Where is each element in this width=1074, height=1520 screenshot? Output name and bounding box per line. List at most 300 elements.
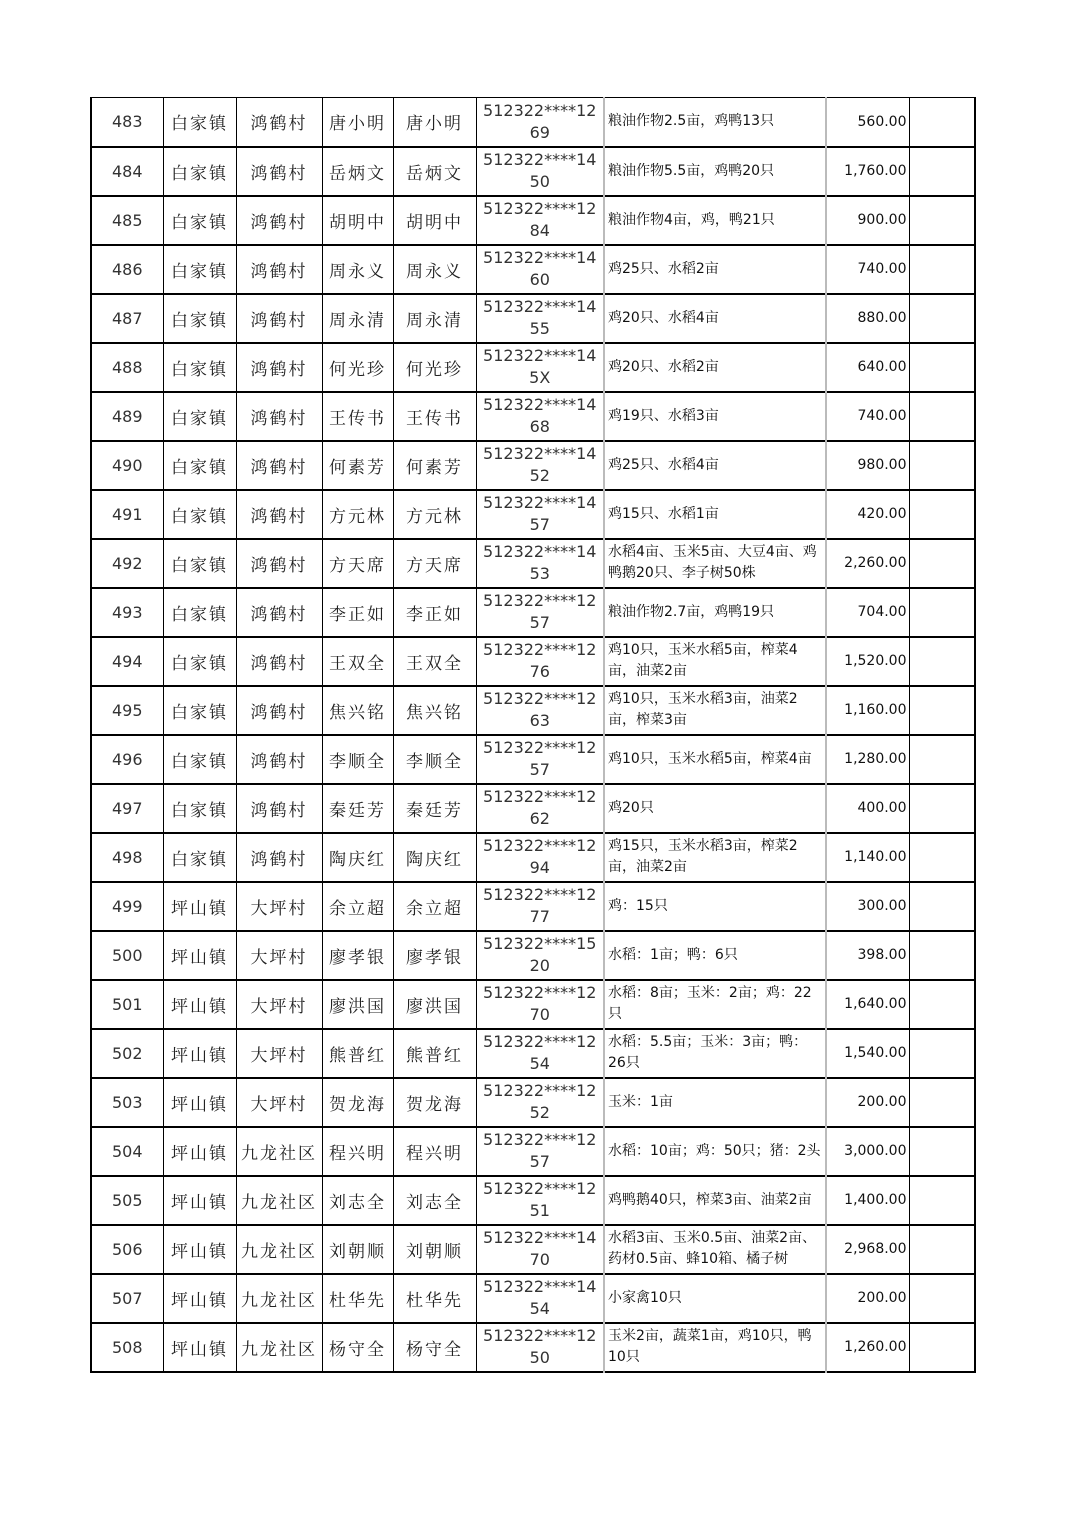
town-cell: 坪山镇: [163, 1029, 236, 1078]
description-cell: [604, 245, 826, 294]
description-cell: [604, 392, 826, 441]
description-cell: [604, 1078, 826, 1127]
village-cell: 鸿鹤村: [236, 588, 322, 637]
note-cell: [909, 1078, 975, 1127]
table-row: [91, 196, 975, 245]
description-text: 粮油作物2.5亩，鸡鸭13只: [608, 113, 775, 130]
note-cell: [909, 98, 975, 147]
table-row: [91, 441, 975, 490]
amount-cell: 1,640.00: [826, 980, 909, 1029]
town-cell: 坪山镇: [163, 1323, 236, 1372]
id-number-bottom: 20: [529, 956, 550, 975]
holder-cell: 杜华先: [393, 1274, 476, 1323]
row-number: 501: [91, 980, 163, 1029]
id-number-cell: [476, 1078, 604, 1127]
row-number: 486: [91, 245, 163, 294]
holder-cell: 何光珍: [393, 343, 476, 392]
holder-cell: 何素芳: [393, 441, 476, 490]
description-cell: [604, 588, 826, 637]
description-text: 鸡10只，玉米水稻3亩，油菜2亩，榨菜3亩: [608, 691, 798, 728]
town-cell: 白家镇: [163, 490, 236, 539]
note-cell: [909, 980, 975, 1029]
description-cell: [604, 539, 826, 588]
holder-cell: 方元林: [393, 490, 476, 539]
table-row: [91, 1029, 975, 1078]
town-cell: 白家镇: [163, 343, 236, 392]
row-number: 484: [91, 147, 163, 196]
town-cell: 白家镇: [163, 735, 236, 784]
id-number-top: 512322****12: [483, 1081, 597, 1100]
id-number-top: 512322****14: [483, 150, 597, 169]
row-number: 483: [91, 98, 163, 147]
row-number: 500: [91, 931, 163, 980]
description-cell: [604, 1127, 826, 1176]
id-number-top: 512322****14: [483, 248, 597, 267]
holder-cell: 周永清: [393, 294, 476, 343]
village-cell: 鸿鹤村: [236, 441, 322, 490]
row-number: 508: [91, 1323, 163, 1372]
description-text: 水稻4亩、玉米5亩、大豆4亩、鸡鸭鹅20只、李子树50株: [608, 544, 817, 581]
row-number: 485: [91, 196, 163, 245]
description-text: 鸡：15只: [608, 897, 668, 914]
description-cell: [604, 931, 826, 980]
description-cell: [604, 1323, 826, 1372]
note-cell: [909, 245, 975, 294]
holder-cell: 焦兴铭: [393, 686, 476, 735]
id-number-bottom: 55: [529, 319, 550, 338]
town-cell: 坪山镇: [163, 1127, 236, 1176]
id-number-top: 512322****12: [483, 640, 597, 659]
holder-cell: 李正如: [393, 588, 476, 637]
village-cell: 鸿鹤村: [236, 196, 322, 245]
description-cell: [604, 686, 826, 735]
town-cell: 坪山镇: [163, 1274, 236, 1323]
description-cell: [604, 1029, 826, 1078]
id-number-cell: [476, 588, 604, 637]
id-number-cell: [476, 98, 604, 147]
id-number-bottom: 94: [529, 858, 550, 877]
town-cell: 白家镇: [163, 294, 236, 343]
table-row: [91, 882, 975, 931]
name-cell: 周永清: [322, 294, 393, 343]
name-cell: 何素芳: [322, 441, 393, 490]
table-row: [91, 931, 975, 980]
description-text: 玉米：1亩: [608, 1093, 673, 1110]
id-number-top: 512322****12: [483, 738, 597, 757]
description-cell: [604, 490, 826, 539]
id-number-cell: [476, 343, 604, 392]
village-cell: 鸿鹤村: [236, 686, 322, 735]
note-cell: [909, 1323, 975, 1372]
amount-cell: 560.00: [826, 98, 909, 147]
description-cell: [604, 1274, 826, 1323]
id-number-top: 512322****12: [483, 1179, 597, 1198]
amount-cell: 704.00: [826, 588, 909, 637]
name-cell: 廖孝银: [322, 931, 393, 980]
note-cell: [909, 686, 975, 735]
name-cell: 秦廷芳: [322, 784, 393, 833]
row-number: 506: [91, 1225, 163, 1274]
town-cell: 白家镇: [163, 539, 236, 588]
id-number-top: 512322****12: [483, 1326, 597, 1345]
note-cell: [909, 490, 975, 539]
holder-cell: 程兴明: [393, 1127, 476, 1176]
id-number-cell: [476, 1323, 604, 1372]
id-number-cell: [476, 980, 604, 1029]
id-number-bottom: 52: [529, 1103, 550, 1122]
description-text: 粮油作物5.5亩，鸡鸭20只: [608, 162, 775, 179]
id-number-bottom: 50: [529, 1348, 550, 1367]
id-number-top: 512322****14: [483, 1228, 597, 1247]
village-cell: 鸿鹤村: [236, 343, 322, 392]
name-cell: 王双全: [322, 637, 393, 686]
name-cell: 刘志全: [322, 1176, 393, 1225]
note-cell: [909, 343, 975, 392]
row-number: 504: [91, 1127, 163, 1176]
amount-cell: 420.00: [826, 490, 909, 539]
row-number: 487: [91, 294, 163, 343]
holder-cell: 唐小明: [393, 98, 476, 147]
amount-cell: 1,280.00: [826, 735, 909, 784]
table-row: [91, 1274, 975, 1323]
id-number-bottom: 68: [529, 417, 550, 436]
id-number-top: 512322****14: [483, 395, 597, 414]
description-cell: [604, 294, 826, 343]
amount-cell: 740.00: [826, 245, 909, 294]
holder-cell: 岳炳文: [393, 147, 476, 196]
id-number-cell: [476, 196, 604, 245]
id-number-top: 512322****12: [483, 836, 597, 855]
village-cell: 九龙社区: [236, 1225, 322, 1274]
amount-cell: 300.00: [826, 882, 909, 931]
name-cell: 杨守全: [322, 1323, 393, 1372]
id-number-cell: [476, 1225, 604, 1274]
amount-cell: 1,540.00: [826, 1029, 909, 1078]
name-cell: 贺龙海: [322, 1078, 393, 1127]
table-row: [91, 833, 975, 882]
amount-cell: 200.00: [826, 1274, 909, 1323]
id-number-cell: [476, 882, 604, 931]
id-number-top: 512322****12: [483, 100, 597, 120]
town-cell: 坪山镇: [163, 980, 236, 1029]
id-number-top: 512322****12: [483, 787, 597, 806]
row-number: 494: [91, 637, 163, 686]
row-number: 495: [91, 686, 163, 735]
description-text: 鸡10只，玉米水稻5亩，榨菜4亩，油菜2亩: [608, 642, 798, 679]
description-cell: [604, 1225, 826, 1274]
village-cell: 鸿鹤村: [236, 784, 322, 833]
id-number-top: 512322****14: [483, 542, 597, 561]
note-cell: [909, 1225, 975, 1274]
name-cell: 周永义: [322, 245, 393, 294]
amount-cell: 880.00: [826, 294, 909, 343]
village-cell: 鸿鹤村: [236, 539, 322, 588]
id-number-bottom: 70: [529, 1005, 550, 1024]
description-cell: [604, 833, 826, 882]
note-cell: [909, 784, 975, 833]
name-cell: 廖洪国: [322, 980, 393, 1029]
description-text: 鸡20只、水稻2亩: [608, 358, 719, 375]
table-row: [91, 1078, 975, 1127]
holder-cell: 陶庆红: [393, 833, 476, 882]
table-row: [91, 980, 975, 1029]
name-cell: 焦兴铭: [322, 686, 393, 735]
table-row: [91, 245, 975, 294]
name-cell: 熊普红: [322, 1029, 393, 1078]
amount-cell: 980.00: [826, 441, 909, 490]
id-number-cell: [476, 784, 604, 833]
id-number-bottom: 84: [529, 221, 550, 240]
town-cell: 白家镇: [163, 392, 236, 441]
description-text: 鸡15只、水稻1亩: [608, 505, 719, 522]
description-cell: [604, 637, 826, 686]
town-cell: 白家镇: [163, 245, 236, 294]
table-row: [91, 98, 975, 147]
id-number-cell: [476, 1029, 604, 1078]
row-number: 493: [91, 588, 163, 637]
holder-cell: 方天席: [393, 539, 476, 588]
holder-cell: 贺龙海: [393, 1078, 476, 1127]
id-number-bottom: 51: [529, 1201, 550, 1220]
village-cell: 鸿鹤村: [236, 147, 322, 196]
holder-cell: 刘志全: [393, 1176, 476, 1225]
id-number-cell: [476, 1176, 604, 1225]
row-number: 507: [91, 1274, 163, 1323]
holder-cell: 廖洪国: [393, 980, 476, 1029]
town-cell: 坪山镇: [163, 931, 236, 980]
amount-cell: 398.00: [826, 931, 909, 980]
holder-cell: 王双全: [393, 637, 476, 686]
amount-cell: 400.00: [826, 784, 909, 833]
id-number-bottom: 50: [529, 172, 550, 191]
table-row: [91, 1176, 975, 1225]
id-number-cell: [476, 931, 604, 980]
note-cell: [909, 1274, 975, 1323]
id-number-cell: [476, 392, 604, 441]
id-number-top: 512322****12: [483, 1032, 597, 1051]
row-number: 503: [91, 1078, 163, 1127]
amount-cell: 1,760.00: [826, 147, 909, 196]
table-row: [91, 784, 975, 833]
amount-cell: 900.00: [826, 196, 909, 245]
amount-cell: 2,260.00: [826, 539, 909, 588]
description-cell: [604, 98, 826, 147]
row-number: 490: [91, 441, 163, 490]
table-row: [91, 1225, 975, 1274]
town-cell: 坪山镇: [163, 1078, 236, 1127]
note-cell: [909, 196, 975, 245]
id-number-top: 512322****15: [483, 934, 597, 953]
id-number-bottom: 5X: [529, 368, 551, 387]
holder-cell: 廖孝银: [393, 931, 476, 980]
village-cell: 大坪村: [236, 931, 322, 980]
town-cell: 坪山镇: [163, 1225, 236, 1274]
id-number-cell: [476, 539, 604, 588]
amount-cell: 2,968.00: [826, 1225, 909, 1274]
table-row: [91, 147, 975, 196]
row-number: 505: [91, 1176, 163, 1225]
amount-cell: 3,000.00: [826, 1127, 909, 1176]
town-cell: 白家镇: [163, 833, 236, 882]
id-number-bottom: 62: [529, 809, 550, 828]
id-number-cell: [476, 833, 604, 882]
description-text: 鸡10只，玉米水稻5亩，榨菜4亩: [608, 750, 812, 767]
holder-cell: 李顺全: [393, 735, 476, 784]
name-cell: 胡明中: [322, 196, 393, 245]
row-number: 492: [91, 539, 163, 588]
description-text: 水稻：8亩；玉米：2亩；鸡：22只: [608, 985, 812, 1022]
village-cell: 鸿鹤村: [236, 392, 322, 441]
id-number-bottom: 57: [529, 515, 550, 534]
id-number-cell: [476, 1274, 604, 1323]
table-row: [91, 1323, 975, 1372]
id-number-bottom: 57: [529, 613, 550, 632]
note-cell: [909, 392, 975, 441]
description-cell: [604, 980, 826, 1029]
description-text: 鸡25只、水稻2亩: [608, 260, 719, 277]
village-cell: 九龙社区: [236, 1323, 322, 1372]
amount-cell: 1,160.00: [826, 686, 909, 735]
id-number-bottom: 54: [529, 1054, 550, 1073]
id-number-cell: [476, 686, 604, 735]
holder-cell: 余立超: [393, 882, 476, 931]
id-number-cell: [476, 735, 604, 784]
note-cell: [909, 441, 975, 490]
id-number-top: 512322****12: [483, 983, 597, 1002]
name-cell: 岳炳文: [322, 147, 393, 196]
village-cell: 鸿鹤村: [236, 98, 322, 147]
row-number: 502: [91, 1029, 163, 1078]
name-cell: 李正如: [322, 588, 393, 637]
town-cell: 白家镇: [163, 686, 236, 735]
note-cell: [909, 1029, 975, 1078]
description-text: 粮油作物2.7亩，鸡鸭19只: [608, 603, 775, 620]
village-cell: 大坪村: [236, 882, 322, 931]
description-cell: [604, 441, 826, 490]
name-cell: 刘朝顺: [322, 1225, 393, 1274]
description-cell: [604, 1176, 826, 1225]
holder-cell: 杨守全: [393, 1323, 476, 1372]
row-number: 498: [91, 833, 163, 882]
village-cell: 大坪村: [236, 980, 322, 1029]
amount-cell: 1,140.00: [826, 833, 909, 882]
id-number-bottom: 57: [529, 1152, 550, 1171]
description-text: 鸡鸭鹅40只，榨菜3亩、油菜2亩: [608, 1191, 812, 1208]
description-text: 水稻3亩、玉米0.5亩、油菜2亩、药材0.5亩、蜂10箱、橘子树: [608, 1230, 817, 1267]
table-row: [91, 490, 975, 539]
amount-cell: 640.00: [826, 343, 909, 392]
town-cell: 白家镇: [163, 147, 236, 196]
name-cell: 何光珍: [322, 343, 393, 392]
table-row: [91, 1127, 975, 1176]
table-row: [91, 588, 975, 637]
town-cell: 坪山镇: [163, 1176, 236, 1225]
id-number-top: 512322****14: [483, 493, 597, 512]
description-cell: [604, 343, 826, 392]
id-number-top: 512322****14: [483, 1277, 597, 1296]
id-number-bottom: 53: [529, 564, 550, 583]
name-cell: 方元林: [322, 490, 393, 539]
amount-cell: 1,400.00: [826, 1176, 909, 1225]
village-cell: 鸿鹤村: [236, 637, 322, 686]
amount-cell: 1,520.00: [826, 637, 909, 686]
id-number-cell: [476, 1127, 604, 1176]
id-number-bottom: 60: [529, 270, 550, 289]
holder-cell: 刘朝顺: [393, 1225, 476, 1274]
id-number-bottom: 63: [529, 711, 550, 730]
village-cell: 九龙社区: [236, 1176, 322, 1225]
note-cell: [909, 147, 975, 196]
id-number-top: 512322****14: [483, 297, 597, 316]
description-cell: [604, 882, 826, 931]
name-cell: 程兴明: [322, 1127, 393, 1176]
table-row: [91, 686, 975, 735]
description-text: 鸡19只、水稻3亩: [608, 407, 719, 424]
description-text: 鸡15只，玉米水稻3亩，榨菜2亩，油菜2亩: [608, 838, 798, 875]
note-cell: [909, 735, 975, 784]
id-number-cell: [476, 490, 604, 539]
id-number-top: 512322****12: [483, 885, 597, 904]
village-cell: 鸿鹤村: [236, 245, 322, 294]
name-cell: 李顺全: [322, 735, 393, 784]
description-cell: [604, 196, 826, 245]
description-text: 水稻：10亩；鸡：50只；猪：2头: [608, 1142, 821, 1159]
name-cell: 唐小明: [322, 98, 393, 147]
name-cell: 王传书: [322, 392, 393, 441]
description-text: 鸡20只、水稻4亩: [608, 309, 719, 326]
description-text: 小家禽10只: [608, 1289, 682, 1306]
id-number-top: 512322****14: [483, 444, 597, 463]
village-cell: 大坪村: [236, 1078, 322, 1127]
id-number-cell: [476, 147, 604, 196]
id-number-bottom: 77: [529, 907, 550, 926]
id-number-top: 512322****12: [483, 1130, 597, 1149]
note-cell: [909, 931, 975, 980]
row-number: 497: [91, 784, 163, 833]
note-cell: [909, 833, 975, 882]
holder-cell: 胡明中: [393, 196, 476, 245]
description-cell: [604, 147, 826, 196]
note-cell: [909, 539, 975, 588]
description-text: 鸡25只、水稻4亩: [608, 456, 719, 473]
holder-cell: 王传书: [393, 392, 476, 441]
description-text: 鸡20只: [608, 799, 654, 816]
town-cell: 白家镇: [163, 637, 236, 686]
row-number: 499: [91, 882, 163, 931]
description-text: 粮油作物4亩，鸡，鸭21只: [608, 211, 775, 228]
amount-cell: 1,260.00: [826, 1323, 909, 1372]
holder-cell: 周永义: [393, 245, 476, 294]
id-number-cell: [476, 245, 604, 294]
id-number-bottom: 54: [529, 1299, 550, 1318]
id-number-bottom: 69: [529, 122, 550, 142]
table-row: [91, 343, 975, 392]
id-number-top: 512322****14: [483, 346, 597, 365]
table-row: [91, 392, 975, 441]
row-number: 496: [91, 735, 163, 784]
row-number: 491: [91, 490, 163, 539]
id-number-cell: [476, 294, 604, 343]
holder-cell: 秦廷芳: [393, 784, 476, 833]
village-cell: 大坪村: [236, 1029, 322, 1078]
note-cell: [909, 588, 975, 637]
town-cell: 白家镇: [163, 441, 236, 490]
row-number: 489: [91, 392, 163, 441]
name-cell: 余立超: [322, 882, 393, 931]
id-number-top: 512322****12: [483, 199, 597, 218]
note-cell: [909, 637, 975, 686]
table-row: [91, 294, 975, 343]
